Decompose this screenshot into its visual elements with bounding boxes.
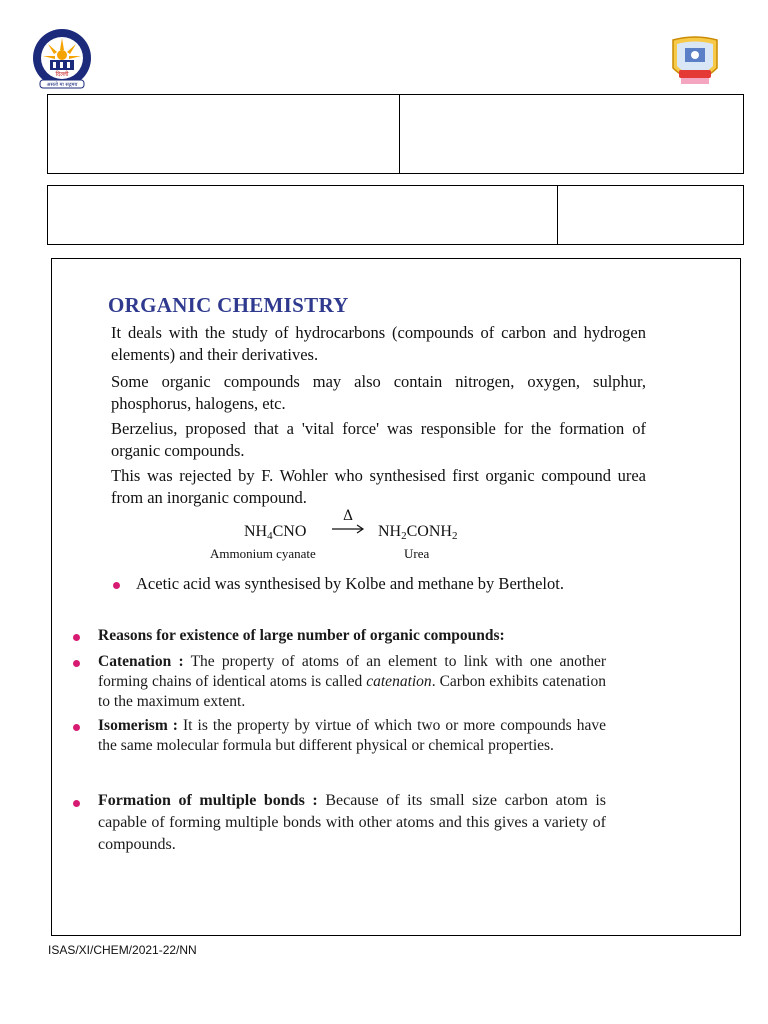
multiple-bonds-item: Formation of multiple bonds : Because of its small size carbon atom is capable of forming multiple bonds with other atoms and this gives a variety of compounds. — [98, 792, 606, 853]
bullet-dot-icon — [73, 660, 80, 667]
isomerism-item: Isomerism : It is the property by virtue of which two or more compounds have the same molecular formula but different physical or chemical properties. — [98, 717, 606, 754]
reaction-condition: Δ — [342, 508, 354, 524]
reaction-reactant: NH4CNO — [244, 523, 307, 542]
reaction-arrow-icon — [330, 508, 366, 536]
box-divider — [399, 95, 400, 173]
page-title: ORGANIC CHEMISTRY — [108, 293, 349, 317]
header-info-box — [47, 94, 744, 174]
school-crest-icon — [667, 34, 723, 92]
product-name: Urea — [404, 546, 430, 561]
bullet-dot-icon — [113, 582, 120, 589]
bullet-dot-icon — [73, 800, 80, 807]
reactant-name: Ammonium cyanate — [210, 546, 316, 561]
bullet-dot-icon — [73, 724, 80, 731]
bullet-acetic-acid: Acetic acid was synthesised by Kolbe and methane by Berthelot. — [136, 574, 564, 593]
reaction-product: NH2CONH2 — [378, 523, 458, 542]
bullet-dot-icon — [73, 634, 80, 641]
paragraph-wohler: This was rejected by F. Wohler who synthesised first organic compound urea from an inorganic compound. — [111, 466, 646, 507]
paragraph-definition: It deals with the study of hydrocarbons (compounds of carbon and hydrogen elements) and their derivatives. — [111, 323, 646, 364]
svg-text:दिल्ली: दिल्ली — [55, 71, 69, 78]
document-code: ISAS/XI/CHEM/2021-22/NN — [48, 943, 197, 957]
box-divider — [557, 186, 558, 244]
catenation-item: Catenation : The property of atoms of an element to link with one another forming chains of identical atoms is called catenation. Carbon exhibits catenation to the maximum extent. — [98, 653, 606, 710]
header-subject-box — [47, 185, 744, 245]
paragraph-elements: Some organic compounds may also contain nitrogen, oxygen, sulphur, phosphorus, halogens, etc. — [111, 372, 646, 413]
paragraph-berzelius: Berzelius, proposed that a 'vital force' was responsible for the formation of organic compounds. — [111, 419, 646, 460]
reasons-heading: Reasons for existence of large number of organic compounds: — [98, 627, 505, 644]
svg-text:असतो मा सद्गमय: असतो मा सद्गमय — [46, 82, 78, 88]
school-emblem-icon — [26, 28, 98, 90]
